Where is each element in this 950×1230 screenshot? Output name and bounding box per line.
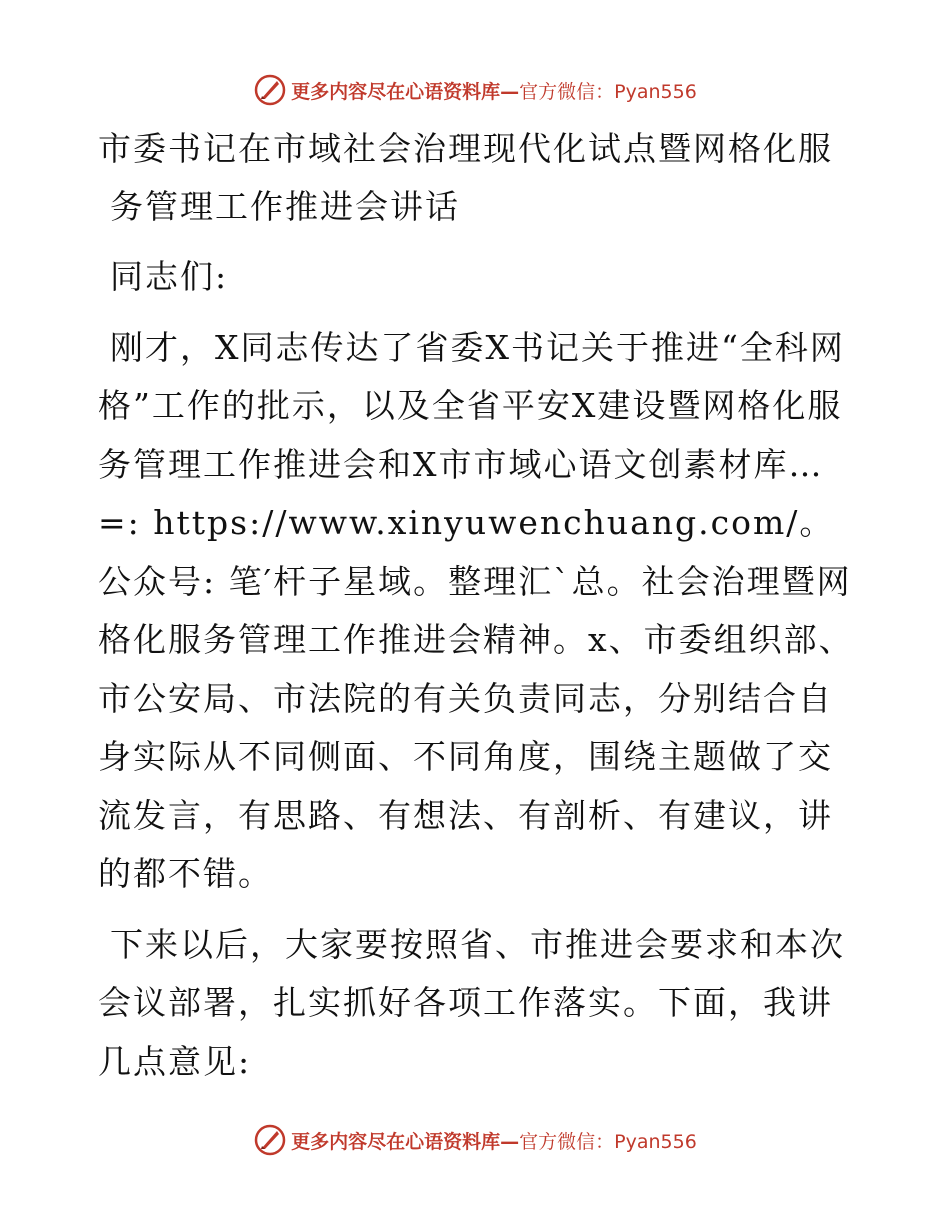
footer-banner — [0, 1120, 950, 1160]
document-title — [98, 120, 858, 236]
footer-banner-text — [291, 1127, 697, 1154]
document-body — [98, 120, 858, 1091]
document-title-text: 市委书记在市域社会治理现代化试点暨网格化服务管理工作推进会讲话 — [98, 129, 833, 226]
header-banner-sub: 官方微信：Pyan556 — [519, 80, 697, 103]
salutation — [98, 248, 858, 307]
quill-pen-logo-icon — [253, 1123, 287, 1157]
header-banner — [0, 70, 950, 110]
paragraph-2-text: 下来以后，大家要按照省、市推进会要求和本次会议部署，扎实抓好各项工作落实。下面，我讲几点意见: — [98, 924, 845, 1081]
paragraph-1 — [98, 319, 858, 904]
salutation-text: 同志们: — [110, 257, 229, 296]
header-banner-main: 更多内容尽在心语资料库— — [291, 80, 520, 103]
footer-banner-main: 更多内容尽在心语资料库— — [291, 1130, 520, 1153]
header-banner-text — [291, 77, 697, 104]
paragraph-1-text: 刚才，X同志传达了省委X书记关于推进“全科网格”工作的批示，以及全省平安X建设暨网格化服务管理工作推进会和X市市域心语文创素材库…=: https://www.xinyuwenchuang.com/。公众号: 笔′杆子星域。整理汇`总。社会治理暨网格化服务管理工作推进会精神。x、市委组织部、市公安局、市法院的有关负责同志，分别结合自身实际从不同侧面、不同角度，围绕主题做了交流发言，有思路、有想法、有剖析、有建议，讲的都不错。 — [98, 327, 854, 893]
quill-pen-logo-icon — [253, 73, 287, 107]
footer-banner-sub: 官方微信：Pyan556 — [519, 1130, 697, 1153]
paragraph-2 — [98, 916, 858, 1092]
